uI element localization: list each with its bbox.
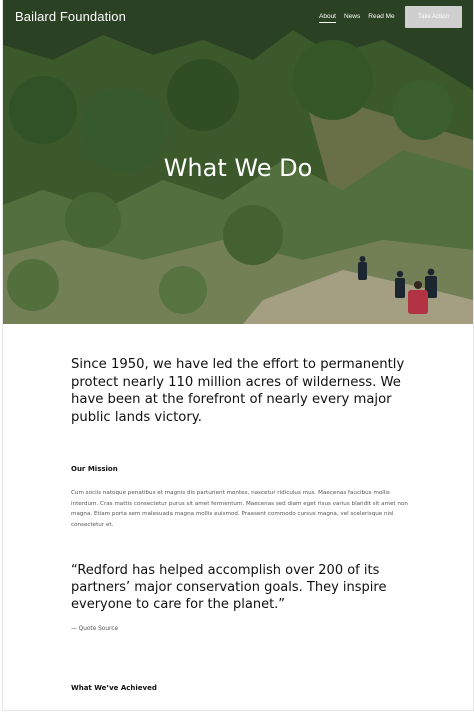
nav-link-about[interactable]: About <box>319 13 336 23</box>
hero-section <box>3 0 473 324</box>
top-nav <box>319 13 395 23</box>
quote-source: — Quote Source <box>71 626 119 632</box>
mission-heading: Our Mission <box>71 465 118 473</box>
mission-body: Cum sociis natoque penatibus et magnis dis parturient montes, nascetur ridiculus mus. Maecenas faucibus mollis interdum. Cras mattis consectetur purus sit amet fermentum. Maecenas sed diam eget risus varius blandit sit amet non magna. Etiam porta sem malesuada magna mollis euismod. Praesent commodo cursus magna, vel scelerisque nisl consectetur et. <box>71 490 408 528</box>
nav-link-news[interactable]: News <box>344 13 361 20</box>
nav-link-read-me[interactable]: Read Me <box>368 13 395 20</box>
achieved-heading: What We’ve Achieved <box>71 684 157 692</box>
brand-logo[interactable]: Bailard Foundation <box>15 9 126 24</box>
lead-paragraph: Since 1950, we have led the effort to permanently protect nearly 110 million acres of wilderness. We have been at the forefront of nearly every major public lands victory. <box>71 357 405 425</box>
quote-text: “Redford has helped accomplish over 200 of its partners’ major conservation goals. They inspire everyone to care for the planet.” <box>71 563 387 613</box>
page <box>2 0 474 711</box>
hero-title: What We Do <box>163 154 313 182</box>
take-action-button[interactable]: Take Action <box>405 6 462 28</box>
